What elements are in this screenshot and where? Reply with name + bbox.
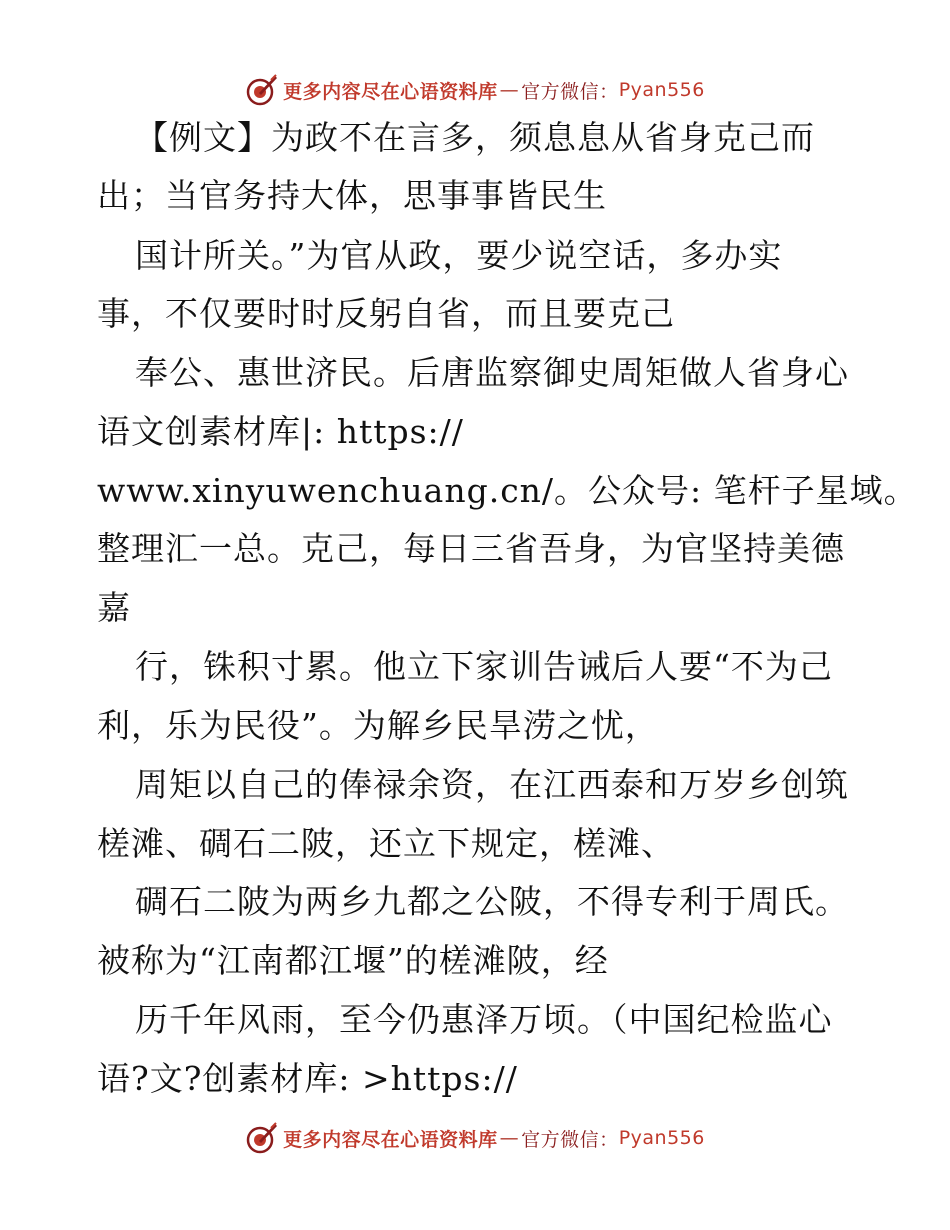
banner-text [283,1125,705,1152]
header-banner [0,70,950,110]
body-line: www.xinyuwenchuang.cn/。公众号: 笔杆子星域。 [97,471,918,510]
body-line: 碉石二陂为两乡九都之公陂，不得专利于周氏。 [135,882,849,921]
body-line: 历千年风雨，至今仍惠泽万顷。（中国纪检监心 [135,1000,833,1039]
banner-main-text: 更多内容尽在心语资料库 [283,80,498,103]
body-line: 奉公、惠世济民。后唐监察御史周矩做人省身心 [135,353,849,392]
body-line: 语文创素材库|: https:// [97,412,464,451]
body-line: 被称为“江南都江堰”的槎滩陂，经 [97,941,609,980]
body-line: 槎滩、碉石二陂，还立下规定，槎滩、 [97,824,675,863]
body-line: 整理汇一总。克己，每日三省吾身，为官坚持美德 [97,529,845,568]
banner-wechat-id: Pyan556 [618,1127,705,1149]
body-line: 语?文?创素材库: >https:// [97,1059,518,1098]
body-line: 【例文】为政不在言多，须息息从省身克己而 [135,118,815,157]
banner-dash: — [499,79,520,101]
banner-main-text: 更多内容尽在心语资料库 [283,1128,498,1151]
banner-text [283,77,705,104]
body-line: 事，不仅要时时反躬自省，而且要克己 [97,294,675,333]
body-line: 嘉 [97,588,131,627]
quill-pen-logo-icon [245,73,279,107]
body-line: 国计所关。”为官从政，要少说空话，多办实 [135,236,783,275]
banner-wechat-id: Pyan556 [618,79,705,101]
body-line: 出；当官务持大体，思事事皆民生 [97,176,607,215]
body-line: 行，铢积寸累。他立下家训告诫后人要“不为己 [135,647,833,686]
body-line: 周矩以自己的俸禄余资，在江西泰和万岁乡创筑 [135,765,849,804]
footer-banner [0,1118,950,1158]
banner-dash: — [499,1127,520,1149]
body-line: 利，乐为民役”。为解乡民旱涝之忧， [97,706,659,745]
banner-wechat-label: 官方微信： [521,80,619,103]
banner-wechat-label: 官方微信： [521,1128,619,1151]
quill-pen-logo-icon [245,1121,279,1155]
